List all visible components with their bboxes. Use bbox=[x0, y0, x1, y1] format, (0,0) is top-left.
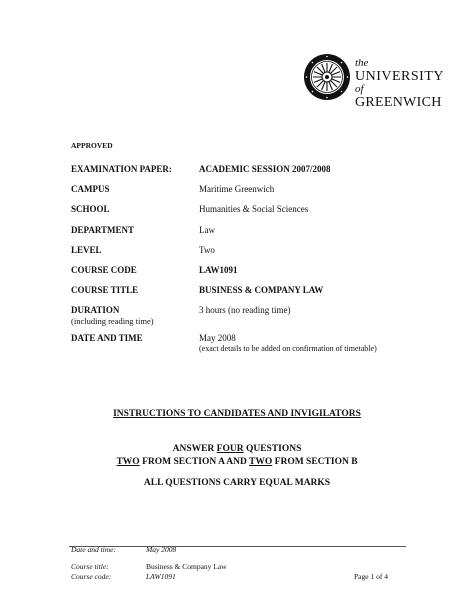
field-value: ACADEMIC SESSION 2007/2008 bbox=[199, 164, 331, 174]
field-value bbox=[199, 333, 377, 353]
footer-date-label: Date and time: bbox=[71, 545, 116, 554]
footer-title-label: Course title: bbox=[71, 562, 109, 571]
field-label: EXAMINATION PAPER: bbox=[71, 164, 172, 174]
field-value: 3 hours (no reading time) bbox=[199, 305, 291, 315]
field-value: Two bbox=[199, 245, 215, 255]
field-value: BUSINESS & COMPANY LAW bbox=[199, 285, 324, 295]
instructions-line-2: TWO FROM SECTION A AND TWO FROM SECTION B bbox=[116, 457, 358, 467]
logo-greenwich: GREENWICH bbox=[355, 95, 442, 110]
footer-title-value: Business & Company Law bbox=[146, 562, 227, 571]
field-value: LAW1091 bbox=[199, 265, 238, 275]
field-label: DEPARTMENT bbox=[71, 225, 135, 235]
date-note-text: exact details to be added on confirmation of timetable bbox=[201, 344, 375, 353]
date-value: May 2008 bbox=[199, 333, 236, 343]
footer-date-value: May 2008 bbox=[146, 545, 177, 554]
footer-code-label: Course code: bbox=[71, 572, 112, 581]
field-label bbox=[71, 305, 154, 326]
field-value: Humanities & Social Sciences bbox=[199, 204, 309, 214]
field-label: COURSE CODE bbox=[71, 265, 137, 275]
field-label: LEVEL bbox=[71, 245, 102, 255]
duration-sublabel: (including reading time) bbox=[71, 316, 154, 326]
field-label: DATE AND TIME bbox=[71, 333, 143, 343]
university-logo bbox=[303, 53, 444, 113]
field-value: Maritime Greenwich bbox=[199, 184, 275, 194]
footer-code-value: LAW1091 bbox=[146, 572, 176, 581]
field-label: SCHOOL bbox=[71, 204, 110, 214]
field-label: COURSE TITLE bbox=[71, 285, 139, 295]
instructions-line-1: ANSWER FOUR QUESTIONS bbox=[172, 444, 302, 454]
logo-the: the bbox=[355, 57, 369, 69]
date-note: (exact details to be added on confirmation of timetable) bbox=[199, 344, 377, 353]
instructions-heading: INSTRUCTIONS TO CANDIDATES AND INVIGILATORS bbox=[113, 409, 361, 419]
instructions-line-3: ALL QUESTIONS CARRY EQUAL MARKS bbox=[143, 478, 331, 488]
field-label: CAMPUS bbox=[71, 184, 110, 194]
university-name bbox=[355, 57, 444, 109]
field-value: Law bbox=[199, 225, 215, 235]
approved-stamp: APPROVED bbox=[71, 141, 113, 150]
duration-label: DURATION bbox=[71, 305, 120, 315]
logo-university: UNIVERSITY bbox=[355, 69, 444, 84]
footer-page-number: Page 1 of 4 bbox=[354, 572, 388, 581]
logo-of: of bbox=[355, 83, 364, 95]
university-seal-icon bbox=[303, 53, 351, 101]
footer-divider bbox=[69, 546, 406, 547]
